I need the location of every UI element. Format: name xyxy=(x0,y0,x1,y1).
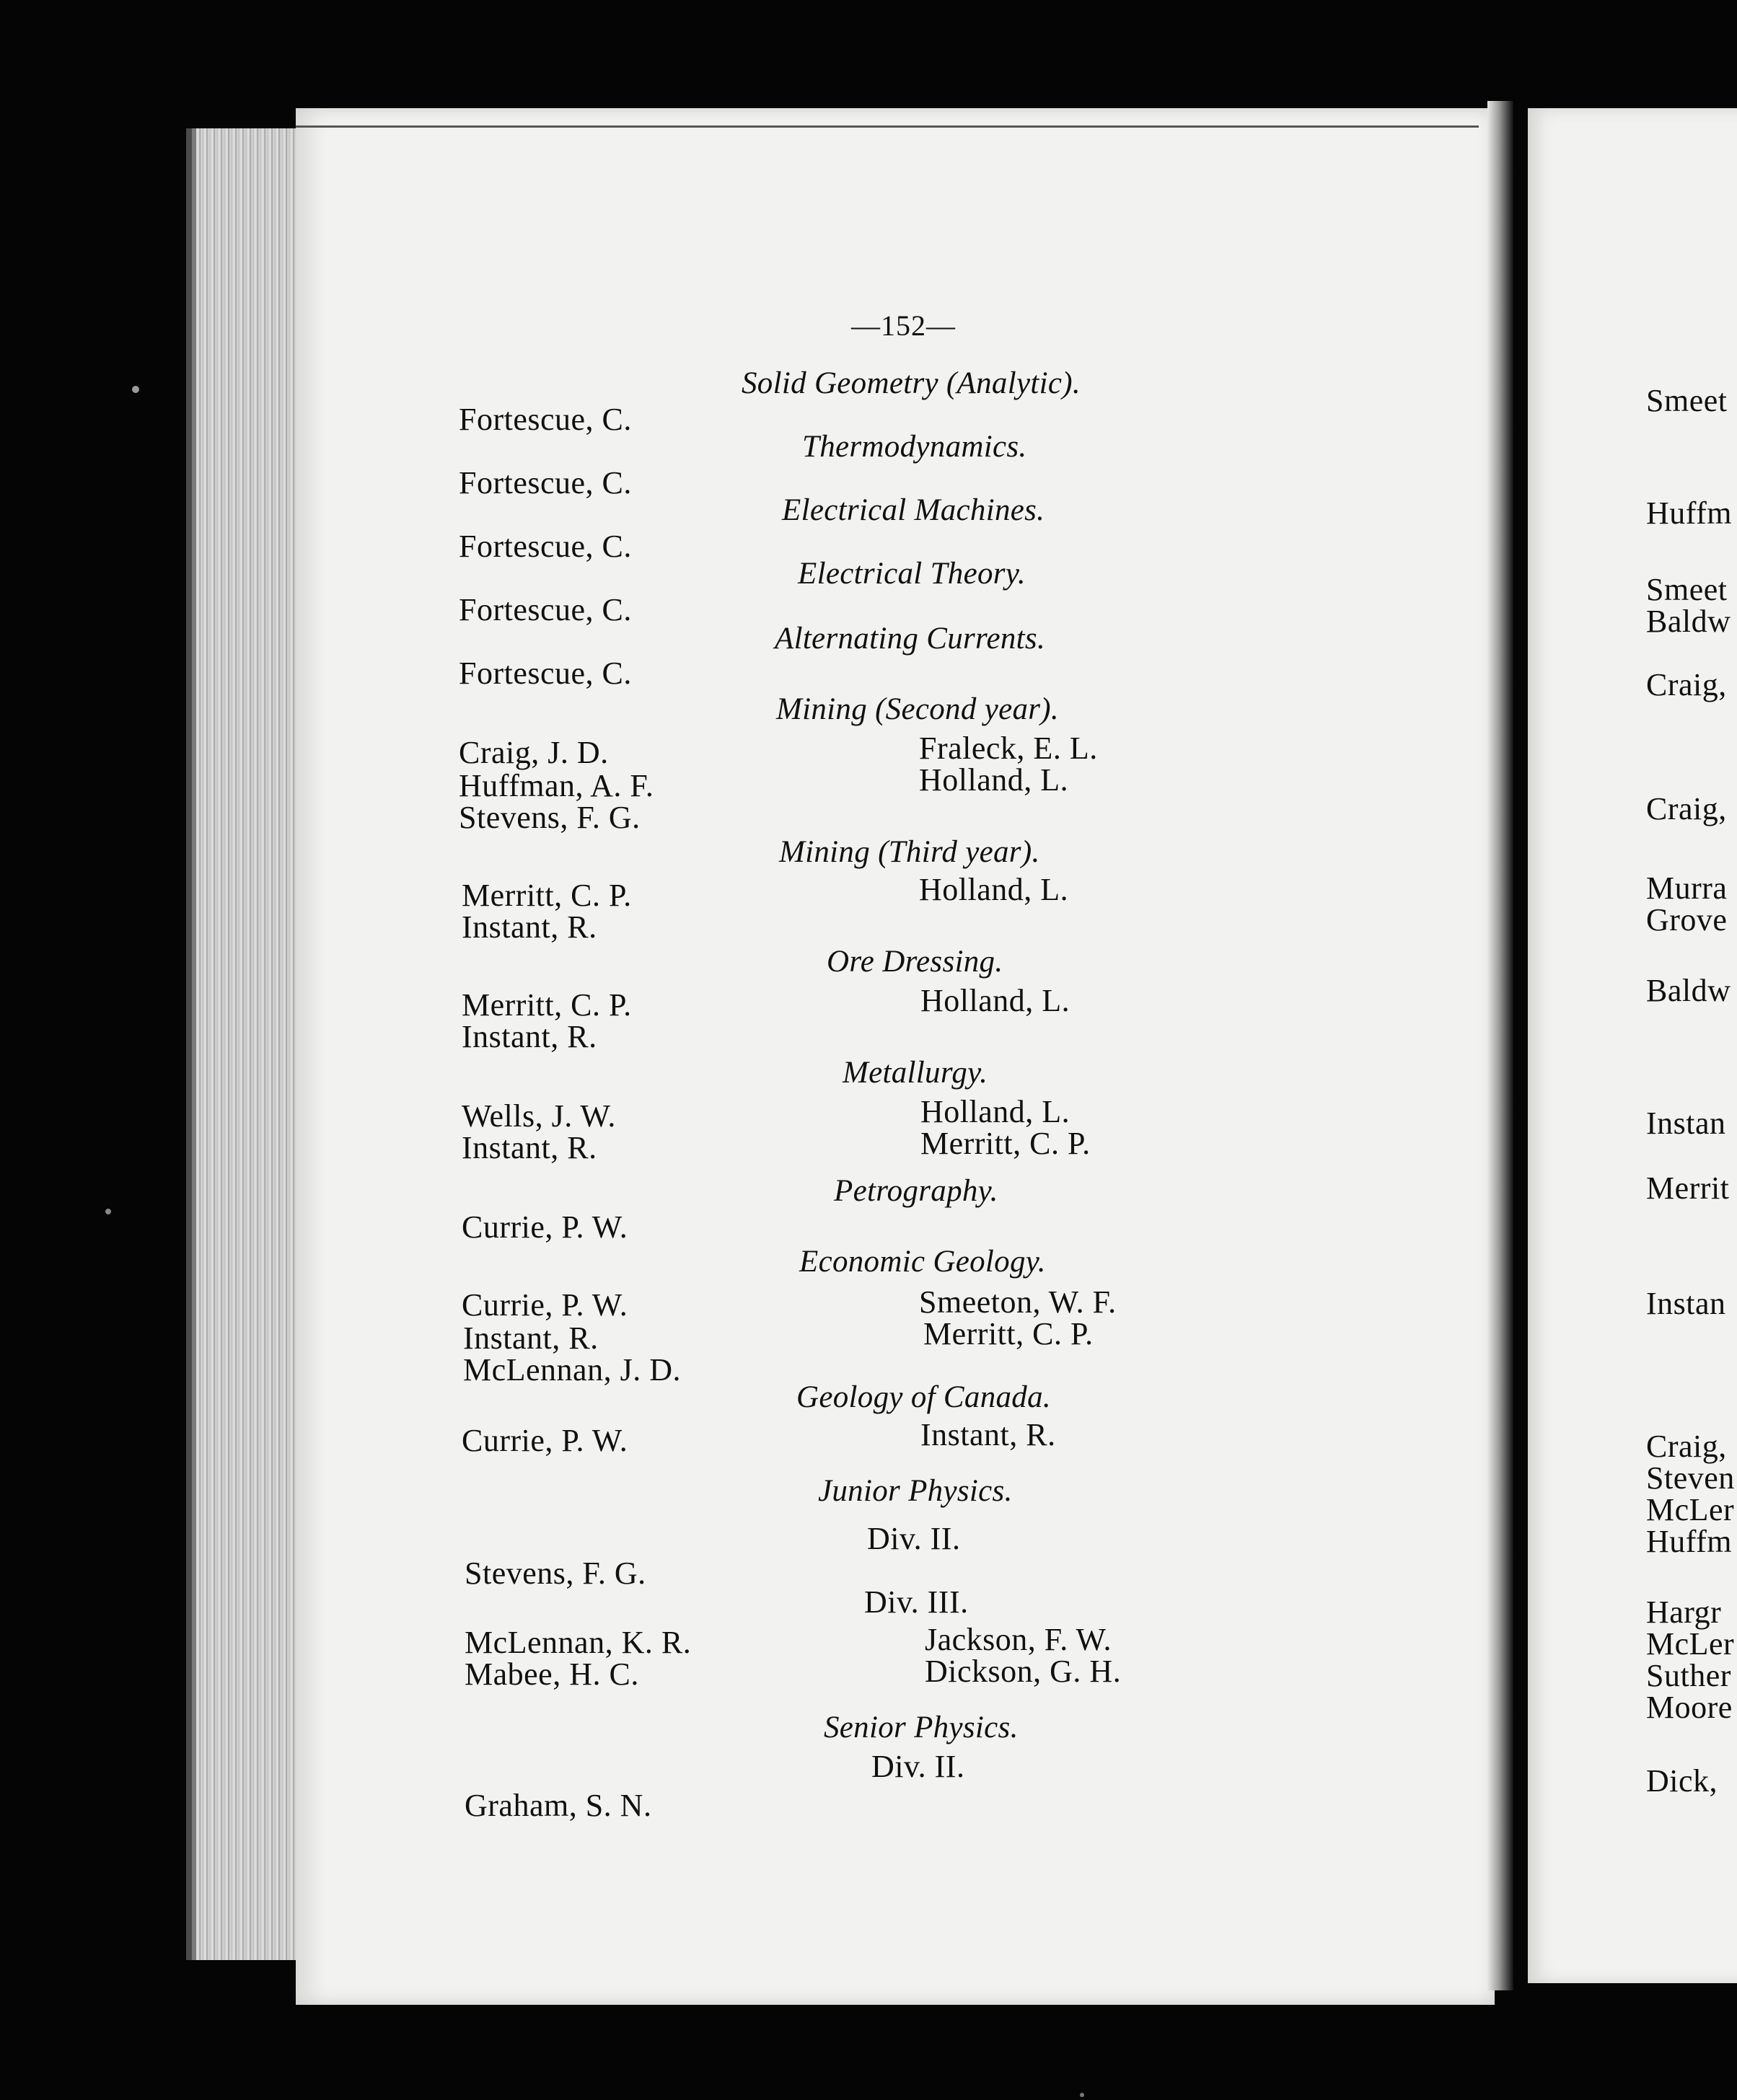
subject-heading: Electrical Theory. xyxy=(798,557,1026,591)
student-name: Fortescue, C. xyxy=(459,656,632,691)
subject-heading: Mining (Third year). xyxy=(779,835,1040,869)
student-name: Smeeton, W. F. xyxy=(919,1284,1117,1320)
right-page-fragment: Grove xyxy=(1646,902,1728,938)
right-page-fragment: Suther xyxy=(1646,1658,1731,1693)
student-name: Holland, L. xyxy=(920,1094,1070,1129)
subject-heading: Economic Geology. xyxy=(799,1245,1046,1279)
right-page-fragment: McLer xyxy=(1646,1492,1735,1527)
right-page-fragment: Dick, xyxy=(1646,1763,1718,1799)
subject-heading: Petrography. xyxy=(834,1174,998,1208)
student-name: Instant, R. xyxy=(920,1417,1056,1452)
right-page-fragment: McLer xyxy=(1646,1626,1735,1662)
student-name: Graham, S. N. xyxy=(465,1788,652,1823)
right-page-fragment: Merrit xyxy=(1646,1170,1730,1206)
student-name: Mabee, H. C. xyxy=(465,1656,639,1692)
student-name: Merritt, C. P. xyxy=(462,987,632,1023)
subject-heading: Alternating Currents. xyxy=(775,622,1045,656)
right-page-fragment: Moore xyxy=(1646,1690,1733,1725)
student-name: Currie, P. W. xyxy=(462,1423,628,1458)
subject-heading: Thermodynamics. xyxy=(802,430,1027,464)
student-name: Craig, J. D. xyxy=(459,735,609,770)
page-number: —152— xyxy=(851,309,956,342)
book-page-edges xyxy=(196,128,304,1960)
student-name: Fortescue, C. xyxy=(459,592,632,627)
student-name: McLennan, K. R. xyxy=(465,1625,692,1660)
student-name: Fortescue, C. xyxy=(459,402,632,437)
student-name: Fraleck, E. L. xyxy=(919,731,1098,766)
right-page-fragment: Hargr xyxy=(1646,1594,1722,1630)
right-page-fragment: Steven xyxy=(1646,1460,1735,1496)
student-name: Dickson, G. H. xyxy=(925,1654,1122,1689)
student-name: Currie, P. W. xyxy=(462,1287,628,1323)
student-name: Wells, J. W. xyxy=(462,1098,616,1134)
subject-heading: Solid Geometry (Analytic). xyxy=(742,366,1081,400)
right-page-fragment: Craig, xyxy=(1646,667,1727,702)
student-name: Merritt, C. P. xyxy=(920,1126,1091,1161)
subject-heading: Electrical Machines. xyxy=(782,493,1045,527)
student-name: Fortescue, C. xyxy=(459,465,632,500)
student-name: Merritt, C. P. xyxy=(923,1316,1094,1351)
right-page-fragment: Smeet xyxy=(1646,572,1728,607)
student-name: Merritt, C. P. xyxy=(462,878,632,913)
right-page-fragment: Instan xyxy=(1646,1106,1726,1141)
right-page-fragment: Craig, xyxy=(1646,791,1727,826)
student-name: Instant, R. xyxy=(463,1320,599,1356)
student-name: Fortescue, C. xyxy=(459,529,632,564)
student-name: Stevens, F. G. xyxy=(465,1556,646,1591)
student-name: Instant, R. xyxy=(462,1019,597,1054)
right-page-fragment: Murra xyxy=(1646,870,1728,906)
right-page-fragment: Baldw xyxy=(1646,604,1731,639)
division-label: Div. II. xyxy=(867,1521,961,1556)
student-name: Huffman, A. F. xyxy=(459,768,654,803)
student-name: Holland, L. xyxy=(919,872,1069,907)
subject-heading: Metallurgy. xyxy=(843,1056,988,1090)
student-name: Jackson, F. W. xyxy=(925,1622,1112,1657)
student-name: Currie, P. W. xyxy=(462,1209,628,1245)
top-rule-line xyxy=(296,125,1479,128)
student-name: Holland, L. xyxy=(920,983,1070,1018)
division-label: Div. III. xyxy=(864,1584,969,1620)
right-page-fragment: Craig, xyxy=(1646,1429,1727,1464)
subject-heading: Ore Dressing. xyxy=(827,945,1003,979)
student-name: Instant, R. xyxy=(462,909,597,945)
student-name: Instant, R. xyxy=(462,1130,597,1165)
right-page-fragment: Smeet xyxy=(1646,383,1728,418)
book-gutter xyxy=(1487,101,1513,1990)
subject-heading: Senior Physics. xyxy=(824,1711,1019,1744)
right-page-fragment: Huffm xyxy=(1646,495,1733,531)
subject-heading: Mining (Second year). xyxy=(776,692,1059,726)
right-page-fragment: Huffm xyxy=(1646,1524,1733,1559)
right-page-fragment: Baldw xyxy=(1646,973,1731,1008)
student-name: Holland, L. xyxy=(919,762,1069,798)
student-name: McLennan, J. D. xyxy=(463,1352,681,1388)
subject-heading: Geology of Canada. xyxy=(796,1380,1051,1414)
right-page-fragment: Instan xyxy=(1646,1286,1726,1321)
student-name: Stevens, F. G. xyxy=(459,800,641,835)
division-label: Div. II. xyxy=(871,1749,965,1784)
subject-heading: Junior Physics. xyxy=(818,1474,1013,1508)
